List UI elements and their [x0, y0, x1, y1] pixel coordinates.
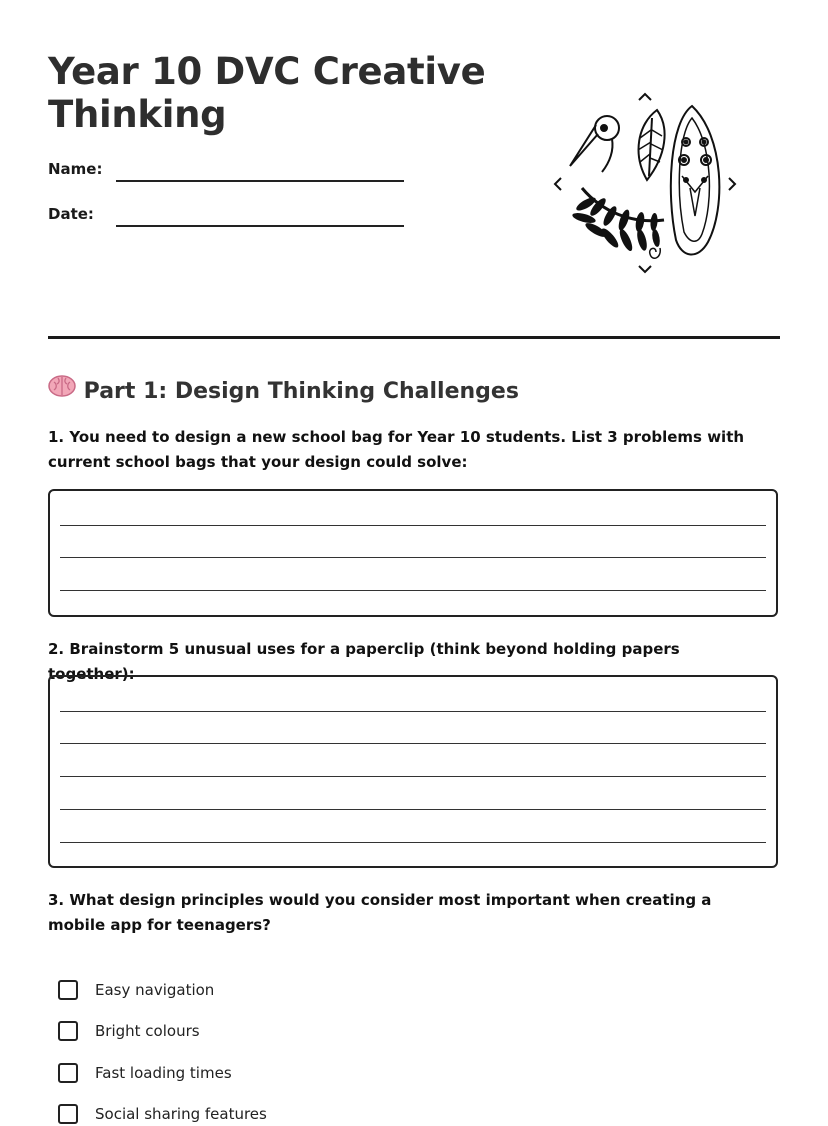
question-3: 3. What design principles would you consider most important when creating a mobile app for teenagers? [48, 891, 712, 934]
answer-line [60, 842, 766, 843]
section-divider [48, 336, 780, 339]
answer-line [60, 743, 766, 744]
option-label: Fast loading times [95, 1064, 232, 1082]
part1-heading-text: Part 1: Design Thinking Challenges [83, 379, 519, 404]
answer-line [60, 525, 766, 526]
checkbox[interactable] [58, 1104, 78, 1124]
question-2: 2. Brainstorm 5 unusual uses for a paperclip (think beyond holding papers together): [48, 640, 680, 683]
date-label: Date: [48, 205, 94, 223]
option-label: Easy navigation [95, 981, 215, 999]
answer-line [60, 590, 766, 591]
answer-line [60, 809, 766, 810]
date-field[interactable] [116, 225, 404, 227]
answer-box-1[interactable] [48, 489, 778, 617]
checkbox[interactable] [58, 1063, 78, 1083]
brain-icon [48, 374, 76, 404]
part1-heading [48, 374, 519, 404]
answer-line [60, 776, 766, 777]
worksheet-title: Year 10 DVC Creative Thinking [48, 50, 486, 136]
checkbox[interactable] [58, 1021, 78, 1041]
checkbox[interactable] [58, 980, 78, 1000]
answer-line [60, 557, 766, 558]
option-label: Bright colours [95, 1022, 200, 1040]
answer-box-2[interactable] [48, 675, 778, 868]
name-field[interactable] [116, 180, 404, 182]
answer-line [60, 711, 766, 712]
option-label: Social sharing features [95, 1105, 267, 1123]
question-1: 1. You need to design a new school bag for Year 10 students. List 3 problems with current school bags that your design could solve: [48, 428, 745, 471]
logo-emblem-icon [552, 92, 740, 274]
name-label: Name: [48, 160, 103, 178]
